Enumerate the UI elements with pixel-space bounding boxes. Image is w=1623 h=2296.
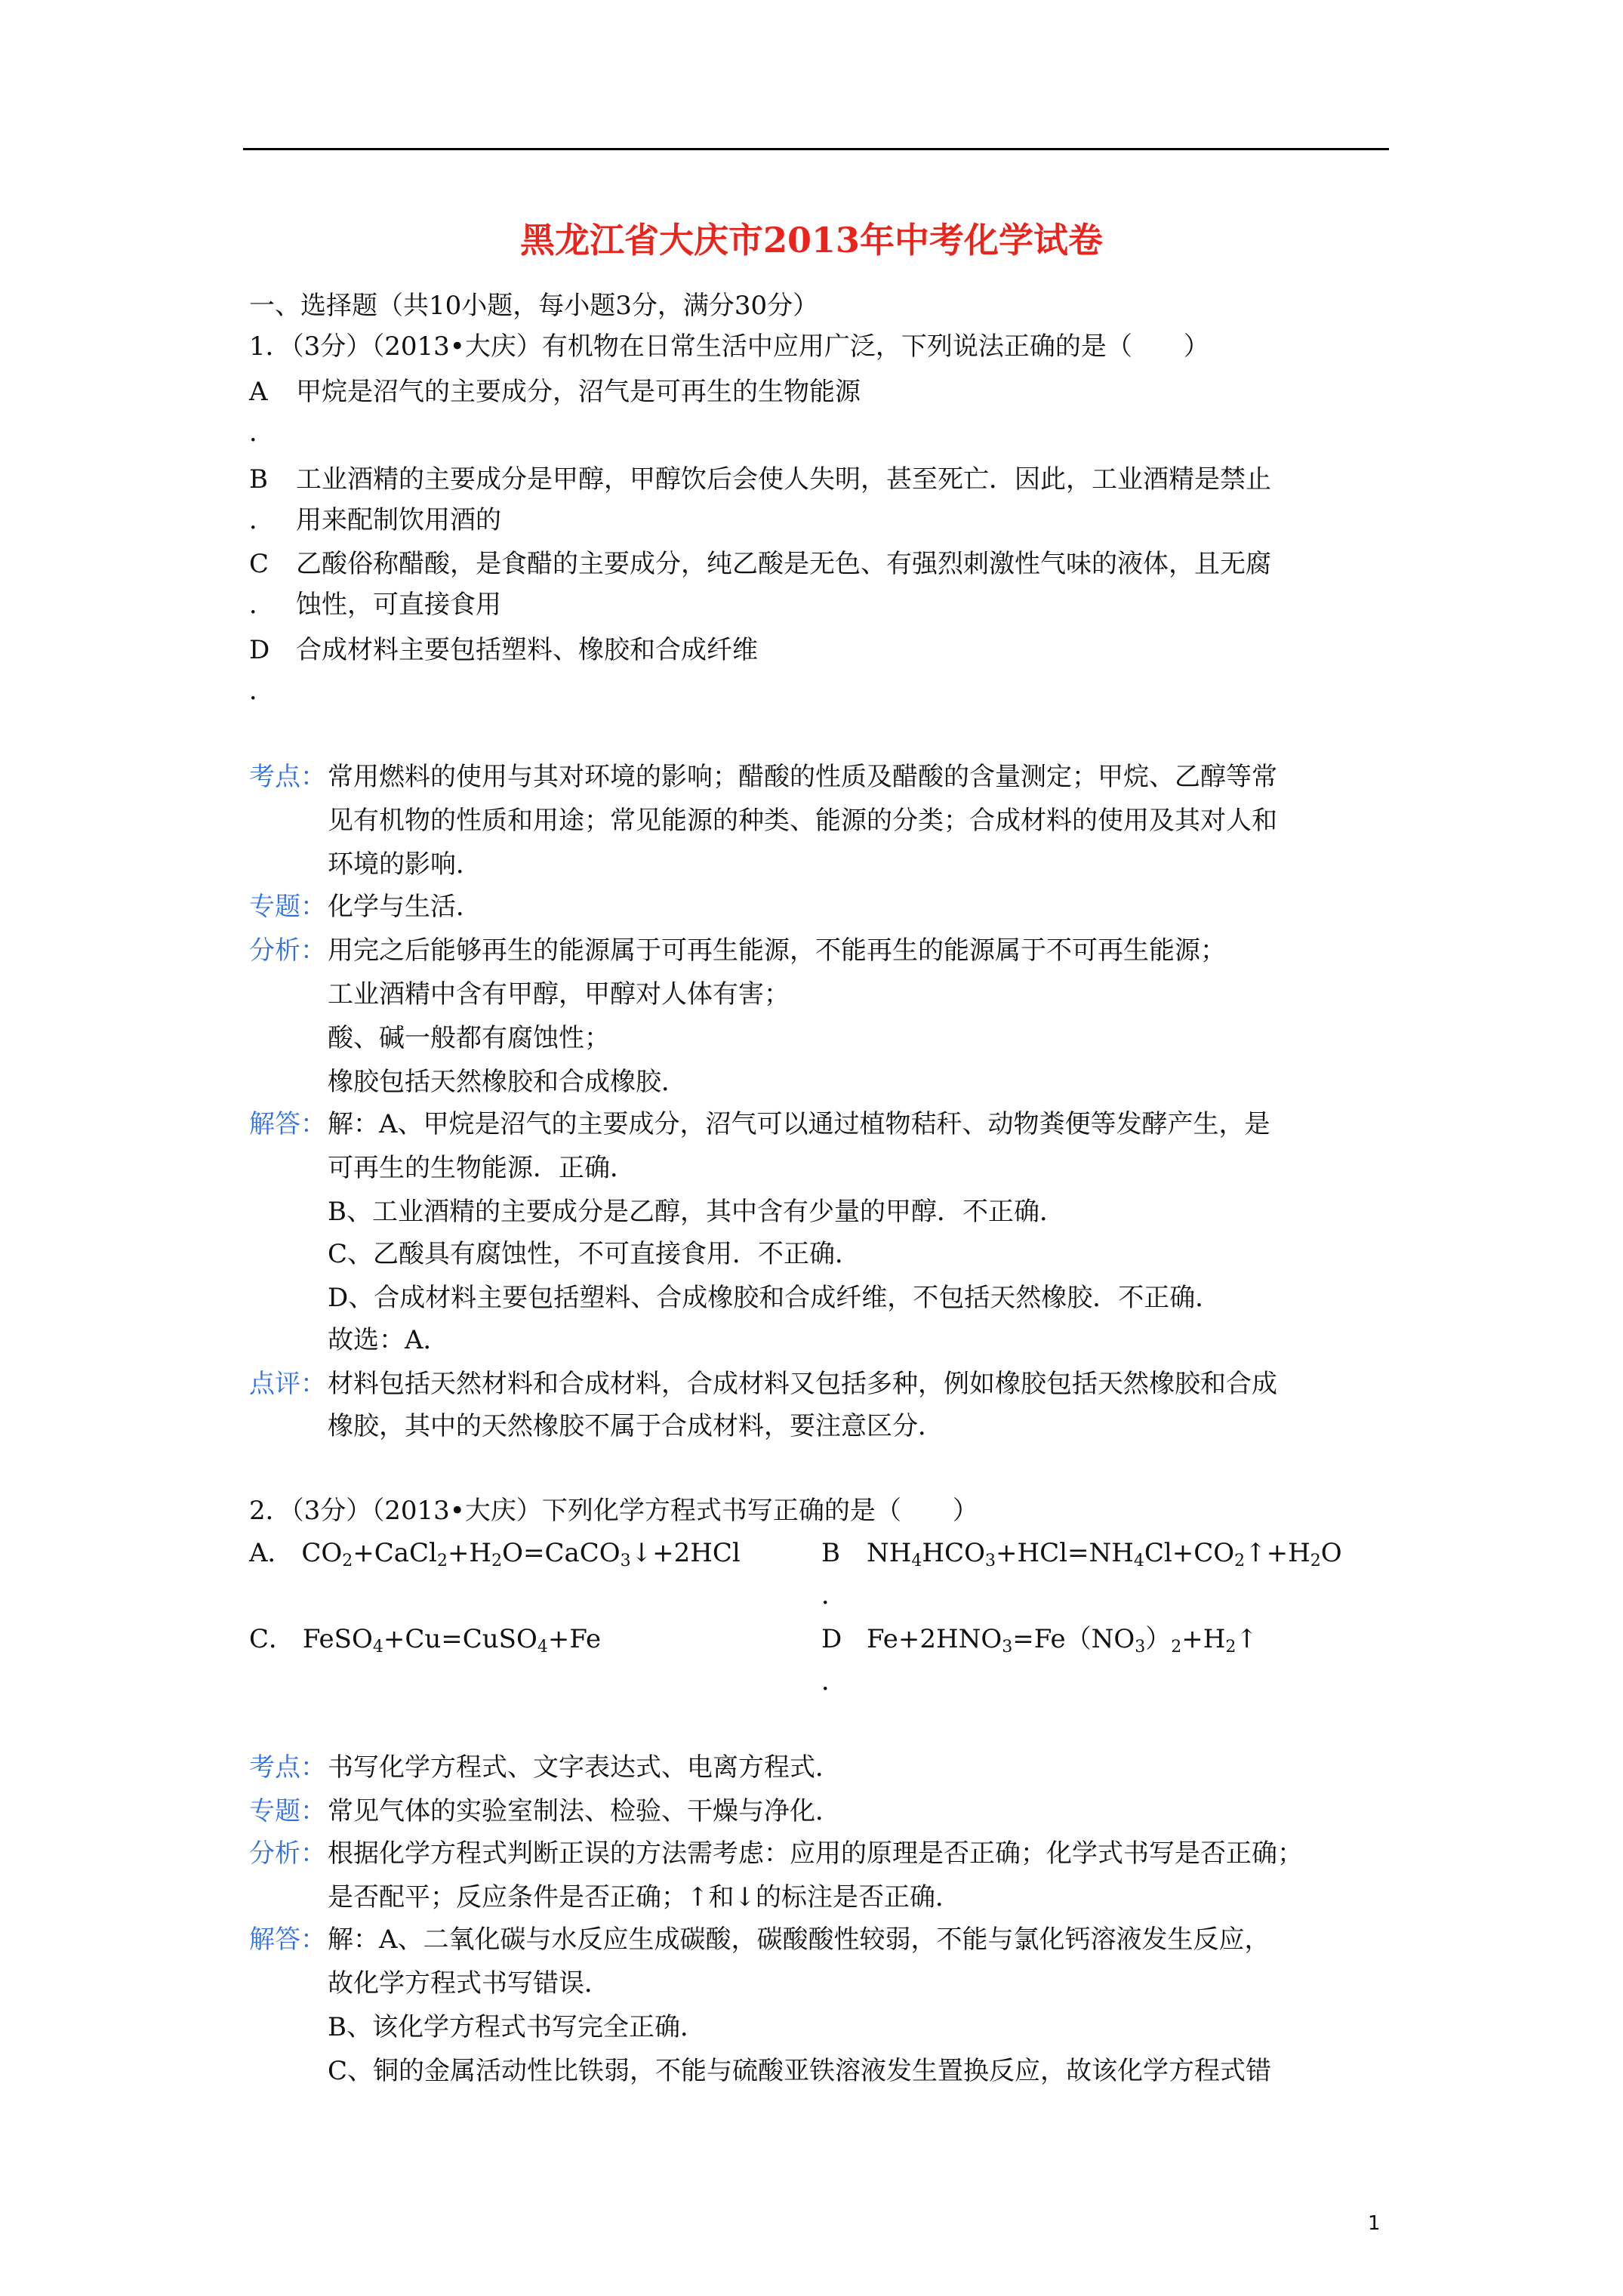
q1-option-b-text: 工业酒精的主要成分是甲醇，甲醇饮后会使人失明，甚至死亡．因此，工业酒精是禁止	[296, 464, 1271, 495]
q1-kaodian-line: 环境的影响．	[328, 849, 482, 880]
q2-jieda-line: 故化学方程式书写错误．	[328, 1968, 610, 1999]
q1-fenxi-line: 工业酒精中含有甲醇，甲醇对人体有害；	[328, 979, 790, 1009]
q2-fenxi-line: 根据化学方程式判断正误的方法需考虑：应用的原理是否正确；化学式书写是否正确；	[328, 1838, 1303, 1869]
q1-jieda-label: 解答：	[249, 1109, 326, 1139]
q1-fenxi-line: 橡胶包括天然橡胶和合成橡胶．	[328, 1067, 687, 1097]
q1-option-a-text: 甲烷是沼气的主要成分，沼气是可再生的生物能源	[296, 377, 861, 407]
q2-option-c-label: C．	[249, 1624, 295, 1654]
q1-option-d-label: D	[249, 635, 270, 665]
q1-fenxi-line: 用完之后能够再生的能源属于可再生能源，不能再生的能源属于不可再生能源；	[328, 935, 1226, 966]
question-1-stem: 1．（3分）（2013•大庆）有机物在日常生活中应用广泛，下列说法正确的是（ ）	[249, 331, 1209, 362]
q1-kaodian-label: 考点：	[249, 762, 326, 792]
q1-dianping-line: 橡胶，其中的天然橡胶不属于合成材料，要注意区分．	[328, 1411, 944, 1441]
q1-fenxi-label: 分析：	[249, 935, 326, 966]
q1-fenxi-line: 酸、碱一般都有腐蚀性；	[328, 1023, 610, 1053]
q1-jieda-line: 可再生的生物能源．正确．	[328, 1153, 636, 1183]
q1-jieda-line: 解：A、甲烷是沼气的主要成分，沼气可以通过植物秸秆、动物粪便等发酵产生，是	[328, 1109, 1270, 1139]
q1-zhuanti-label: 专题：	[249, 892, 326, 922]
q2-option-c	[249, 1622, 601, 1665]
q2-option-a-label: A．	[249, 1538, 294, 1568]
section-heading: 一、选择题（共10小题，每小题3分，满分30分）	[249, 291, 819, 321]
q2-fenxi-label: 分析：	[249, 1838, 326, 1869]
q1-option-a-dot: ．	[249, 418, 275, 448]
q2-fenxi-line: 是否配平；反应条件是否正确；↑和↓的标注是否正确．	[328, 1882, 961, 1912]
q2-jieda-line: C、铜的金属活动性比铁弱，不能与硫酸亚铁溶液发生置换反应，故该化学方程式错	[328, 2056, 1272, 2086]
q1-option-b-text-2: 用来配制饮用酒的	[296, 505, 501, 535]
q1-kaodian-line: 常用燃料的使用与其对环境的影响；醋酸的性质及醋酸的含量测定；甲烷、乙醇等常	[328, 762, 1277, 792]
q1-option-d-dot: ．	[249, 676, 275, 706]
q2-option-a	[249, 1536, 741, 1579]
page-title: 黑龙江省大庆市2013年中考化学试卷	[519, 220, 1104, 260]
q2-zhuanti-text: 常见气体的实验室制法、检验、干燥与净化．	[328, 1796, 841, 1826]
q2-zhuanti-label: 专题：	[249, 1796, 326, 1826]
q1-dianping-label: 点评：	[249, 1369, 326, 1399]
q1-option-d-text: 合成材料主要包括塑料、橡胶和合成纤维	[296, 635, 758, 665]
q2-option-d-dot: ．	[821, 1666, 847, 1697]
q2-option-d-label: D	[821, 1624, 842, 1654]
question-2-stem: 2．（3分）（2013•大庆）下列化学方程式书写正确的是（ ）	[249, 1496, 978, 1526]
q2-option-b-label: B	[821, 1538, 840, 1568]
q1-zhuanti-text: 化学与生活．	[328, 892, 482, 922]
q2-jieda-line: B、该化学方程式书写完全正确．	[328, 2012, 706, 2042]
q1-option-b-label: B	[249, 464, 268, 495]
q1-option-c-label: C	[249, 549, 269, 579]
q1-option-c-text-2: 蚀性，可直接食用	[296, 590, 501, 620]
q1-dianping-line: 材料包括天然材料和合成材料，合成材料又包括多种，例如橡胶包括天然橡胶和合成	[328, 1369, 1277, 1399]
q2-option-c-formula: FeSO$_4$+Cu=CuSO$_4$+Fe	[302, 1624, 602, 1657]
q1-option-c-dot: ．	[249, 590, 275, 620]
q2-jieda-line: 解：A、二氧化碳与水反应生成碳酸，碳酸酸性较弱，不能与氯化钙溶液发生反应，	[328, 1925, 1270, 1955]
q1-option-b-dot: ．	[249, 505, 275, 535]
page-number: 1	[1368, 2212, 1381, 2235]
q1-option-c-text: 乙酸俗称醋酸，是食醋的主要成分，纯乙酸是无色、有强烈刺激性气味的液体，且无腐	[296, 549, 1271, 579]
q1-jieda-line: B、工业酒精的主要成分是乙醇，其中含有少量的甲醇．不正确．	[328, 1197, 1065, 1227]
header-rule	[243, 148, 1389, 150]
q2-option-a-formula: $CO_2+CaCl_2+H_2O=CaCO_3↓+2HCl$	[301, 1538, 741, 1570]
q1-jieda-line: 故选：A．	[328, 1325, 449, 1355]
q1-jieda-line: D、合成材料主要包括塑料、合成橡胶和合成纤维，不包括天然橡胶．不正确．	[328, 1283, 1221, 1313]
q2-kaodian-text: 书写化学方程式、文字表达式、电离方程式．	[328, 1752, 841, 1783]
q1-kaodian-line: 见有机物的性质和用途；常见能源的种类、能源的分类；合成材料的使用及其对人和	[328, 806, 1277, 836]
q2-option-b-formula: $NH_4HCO_3+HCl=NH_4Cl+CO_2↑+H_2O$	[867, 1538, 1342, 1570]
q2-jieda-label: 解答：	[249, 1925, 326, 1955]
q2-option-b-dot: ．	[821, 1580, 847, 1610]
q2-kaodian-label: 考点：	[249, 1752, 326, 1783]
q1-jieda-line: C、乙酸具有腐蚀性，不可直接食用．不正确．	[328, 1239, 861, 1269]
q2-option-d-formula: $Fe+2HNO_3=Fe(NO_3)_2+H_2↑$	[867, 1624, 1258, 1657]
q1-option-a-label: A	[249, 377, 268, 407]
